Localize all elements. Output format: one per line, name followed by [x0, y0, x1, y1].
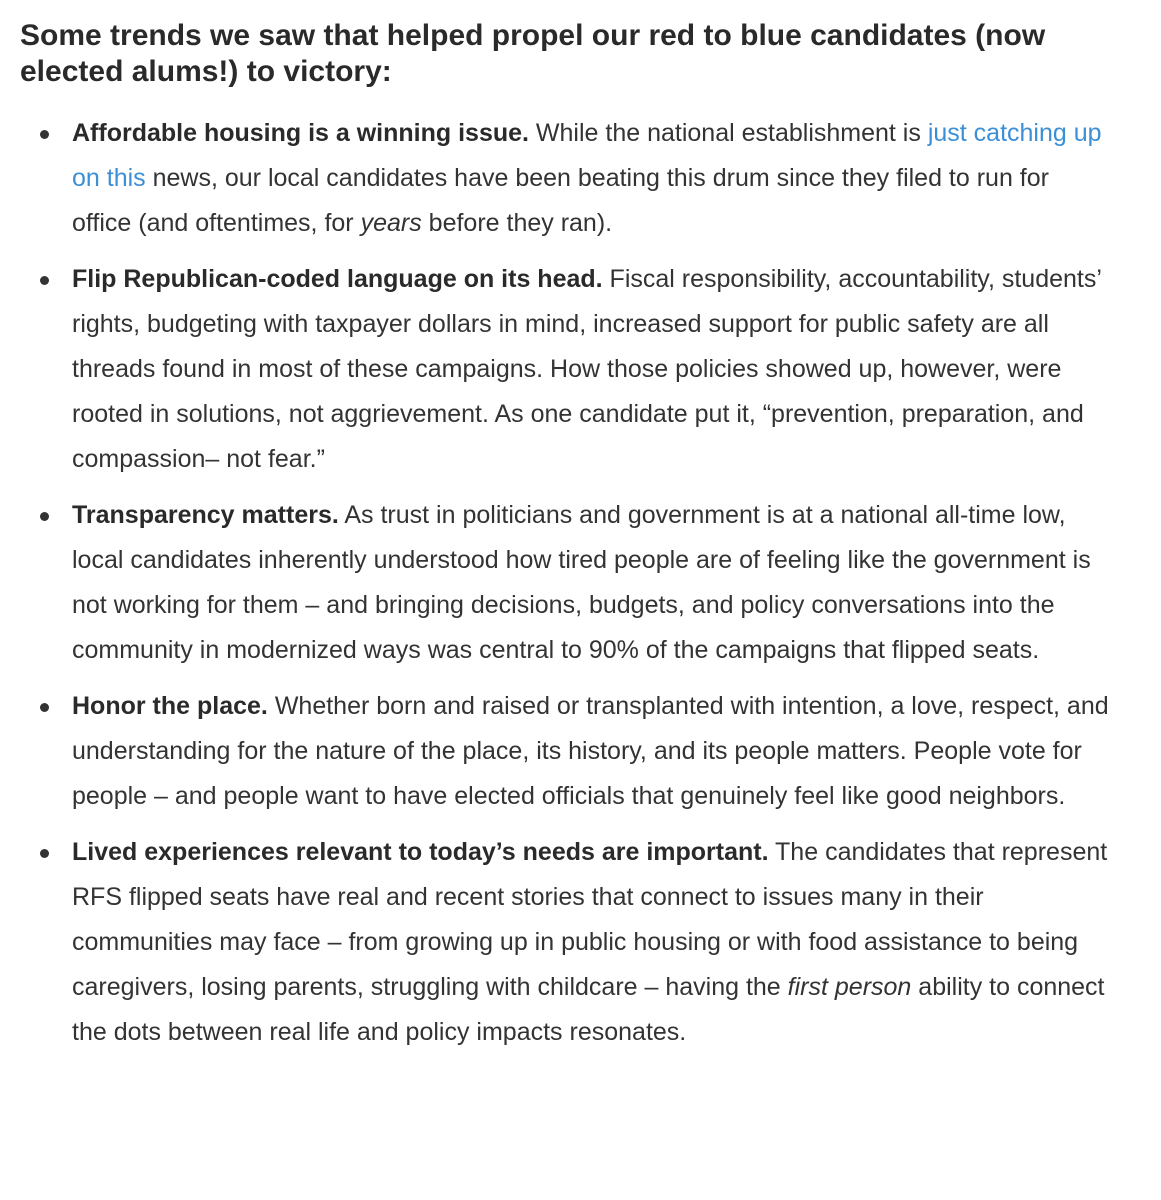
bullet-text: ability to connect the dots between real life and policy impacts resonates. [72, 973, 1105, 1046]
list-item-flip-language [0, 257, 1161, 482]
list-item-affordable-housing [0, 111, 1161, 246]
bullet-text: As trust in politicians and government is at a national all-time low, local candidates inherently understood how tired people are of feeling like the government is not working for them – and bringing decisions, budgets, and policy conversations into the community in modernized ways was central to 90% of the campaigns that flipped seats. [72, 501, 1091, 664]
bullet-dot-icon [40, 703, 49, 712]
trends-list [0, 111, 1161, 1066]
bullet-dot-icon [40, 276, 49, 285]
list-item-honor-place [0, 684, 1161, 819]
bullet-lead: Honor the place. [72, 692, 268, 720]
bullet-lead: Transparency matters. [72, 501, 339, 529]
bullet-text: before they ran). [421, 209, 613, 237]
list-item-transparency [0, 493, 1161, 673]
bullet-lead: Lived experiences relevant to today’s needs are important. [72, 838, 769, 866]
bullet-text: Whether born and raised or transplanted with intention, a love, respect, and understanding for the nature of the place, its history, and its people matters. People vote for people – and people want to have elected officials that genuinely feel like good neighbors. [72, 692, 1109, 810]
bullet-text: The candidates that represent RFS flipped seats have real and recent stories that connect to issues many in their communities may face – from growing up in public housing or with food assistance to being caregivers, losing parents, struggling with childcare – having the [72, 838, 1108, 1001]
bullet-text: While the national establishment is [528, 119, 928, 147]
just-catching-up-link[interactable]: just catching up on this [72, 119, 1102, 192]
bullet-lead: Affordable housing is a winning issue. [72, 119, 529, 147]
bullet-text: news, our local candidates have been beating this drum since they filed to run for office (and oftentimes, for [72, 164, 1049, 237]
emphasis-text: first person [787, 973, 912, 1001]
list-item-lived-experiences [0, 830, 1161, 1055]
emphasis-text: years [360, 209, 422, 237]
bullet-dot-icon [40, 512, 49, 521]
bullet-text: Fiscal responsibility, accountability, students’ rights, budgeting with taxpayer dollars in mind, increased support for public safety are all threads found in most of these campaigns. How those policies showed up, however, were rooted in solutions, not aggrievement. As one candidate put it, “prevention, preparation, and compassion– not fear.” [72, 265, 1101, 473]
bullet-dot-icon [40, 849, 49, 858]
bullet-lead: Flip Republican-coded language on its head. [72, 265, 603, 293]
bullet-dot-icon [40, 130, 49, 139]
section-heading: Some trends we saw that helped propel our red to blue candidates (now elected alums!) to victory: [20, 19, 1046, 88]
